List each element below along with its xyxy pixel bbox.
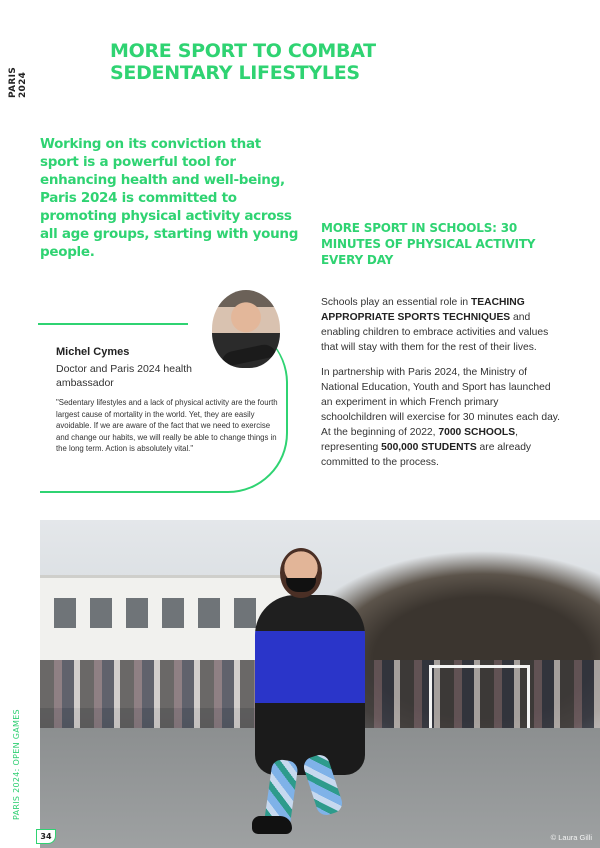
page-title: MORE SPORT TO COMBAT SEDENTARY LIFESTYLES: [110, 40, 376, 84]
photo-goal: [429, 665, 530, 733]
text-run: are already committed to the process.: [321, 442, 532, 468]
highlight-students: 500,000 STUDENTS: [381, 442, 477, 453]
photo-window: [54, 598, 76, 628]
highlight-schools: 7000 SCHOOLS: [438, 427, 516, 438]
photo-window: [126, 598, 148, 628]
side-footer: PARIS 2024: OPEN GAMES: [12, 709, 21, 820]
highlight-teaching: TEACHING APPROPRIATE SPORTS TECHNIQUES: [321, 297, 525, 323]
photo-credit: © Laura Gilli: [550, 833, 592, 842]
hero-photo: [40, 520, 600, 848]
text-run: , representing: [321, 427, 518, 453]
paragraph-2: [321, 365, 561, 470]
photo-window: [198, 598, 220, 628]
section-heading: MORE SPORT IN SCHOOLS: 30 MINUTES OF PHYSICAL ACTIVITY EVERY DAY: [321, 221, 536, 267]
quote-author-role: Doctor and Paris 2024 health ambassador: [56, 363, 193, 389]
intro-text: Working on its conviction that sport is a powerful tool for enhancing health and well-being, Paris 2024 is committed to promoting physical activity across all age groups, starting with young people.: [40, 136, 299, 260]
text-run: and enabling children to embrace activities and values that will stay with them for the rest of their lives.: [321, 312, 549, 353]
text-run: Schools play an essential role in: [321, 297, 471, 308]
side-header: PARIS 2024: [8, 67, 28, 98]
photo-window: [90, 598, 112, 628]
section-body: [321, 295, 561, 480]
quote-text: "Sedentary lifestyles and a lack of physical activity are the fourth largest cause of mortality in the world. Yet, they are easily avoidable. If we are aware of the fact that we need to exercise and change our habits, we will really be able to change things in the long term. Action is absolutely vital.": [56, 398, 278, 453]
quote-author-name: Michel Cymes: [56, 346, 130, 358]
avatar: [212, 290, 280, 368]
photo-window: [234, 598, 256, 628]
photo-window: [162, 598, 184, 628]
photo-shoe: [252, 816, 292, 834]
page-number: 34: [36, 829, 56, 844]
text-run: In partnership with Paris 2024, the Ministry of National Education, Youth and Sport has launched an experiment in which French primary schoolchildren will exercise for 30 minutes each day. At the beginning of 2022,: [321, 367, 561, 438]
photo-girl: [255, 595, 365, 775]
paragraph-1: [321, 295, 561, 355]
